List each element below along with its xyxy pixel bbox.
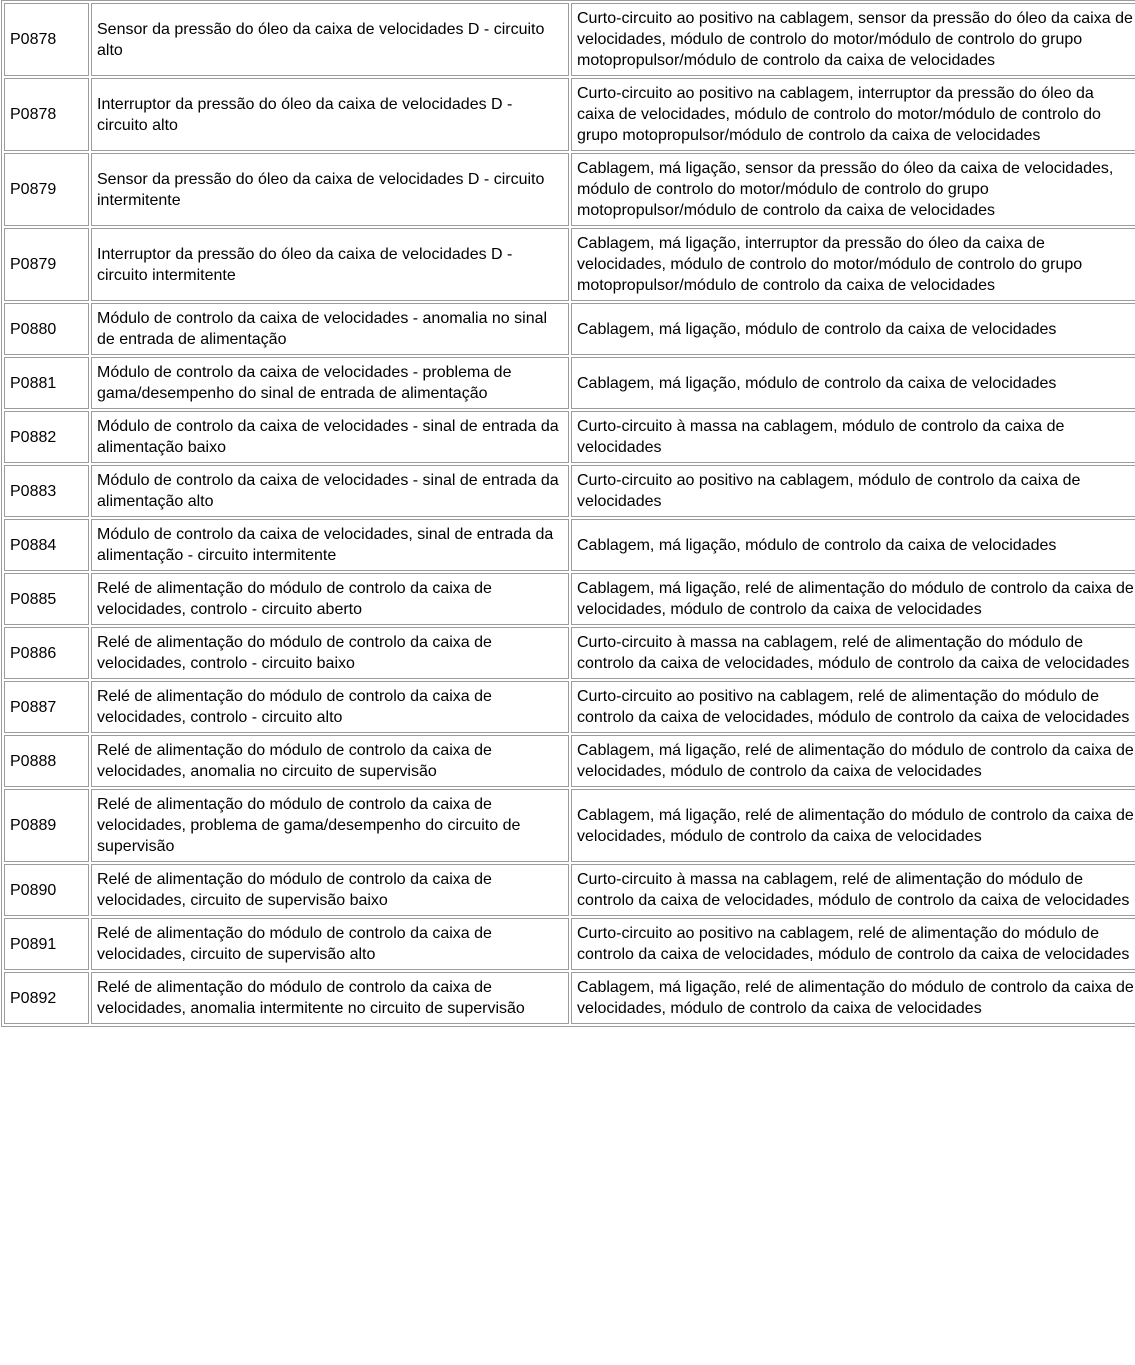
dtc-description-cell: Relé de alimentação do módulo de controlo da caixa de velocidades, circuito de supervisão baixo [91,864,569,916]
dtc-causes-cell: Curto-circuito ao positivo na cablagem, módulo de controlo da caixa de velocidades [571,465,1135,517]
dtc-causes-cell: Cablagem, má ligação, sensor da pressão do óleo da caixa de velocidades, módulo de controlo do motor/módulo de controlo do grupo motopropulsor/módulo de controlo da caixa de velocidades [571,153,1135,226]
dtc-causes-cell: Curto-circuito à massa na cablagem, relé de alimentação do módulo de controlo da caixa de velocidades, módulo de controlo da caixa de velocidades [571,627,1135,679]
table-row [4,735,1135,787]
dtc-causes-cell: Cablagem, má ligação, módulo de controlo da caixa de velocidades [571,303,1135,355]
dtc-description-cell: Relé de alimentação do módulo de controlo da caixa de velocidades, circuito de supervisão alto [91,918,569,970]
dtc-description-cell: Módulo de controlo da caixa de velocidades, sinal de entrada da alimentação - circuito intermitente [91,519,569,571]
dtc-code-cell: P0882 [4,411,89,463]
dtc-description-cell: Relé de alimentação do módulo de controlo da caixa de velocidades, anomalia no circuito de supervisão [91,735,569,787]
dtc-code-cell: P0890 [4,864,89,916]
table-row [4,357,1135,409]
dtc-code-cell: P0879 [4,153,89,226]
dtc-description-cell: Relé de alimentação do módulo de controlo da caixa de velocidades, controlo - circuito aberto [91,573,569,625]
dtc-code-cell: P0892 [4,972,89,1024]
dtc-table [1,0,1135,1027]
dtc-code-cell: P0881 [4,357,89,409]
dtc-code-cell: P0878 [4,3,89,76]
dtc-causes-cell: Curto-circuito à massa na cablagem, relé de alimentação do módulo de controlo da caixa de velocidades, módulo de controlo da caixa de velocidades [571,864,1135,916]
dtc-description-cell: Sensor da pressão do óleo da caixa de velocidades D - circuito alto [91,3,569,76]
dtc-code-cell: P0886 [4,627,89,679]
table-row [4,972,1135,1024]
table-row [4,3,1135,76]
dtc-description-cell: Relé de alimentação do módulo de controlo da caixa de velocidades, controlo - circuito alto [91,681,569,733]
dtc-causes-cell: Curto-circuito à massa na cablagem, módulo de controlo da caixa de velocidades [571,411,1135,463]
table-row [4,411,1135,463]
dtc-description-cell: Módulo de controlo da caixa de velocidades - sinal de entrada da alimentação alto [91,465,569,517]
dtc-code-cell: P0878 [4,78,89,151]
dtc-code-cell: P0880 [4,303,89,355]
table-row [4,303,1135,355]
dtc-code-cell: P0891 [4,918,89,970]
dtc-causes-cell: Cablagem, má ligação, módulo de controlo da caixa de velocidades [571,357,1135,409]
table-row [4,573,1135,625]
dtc-causes-cell: Cablagem, má ligação, relé de alimentação do módulo de controlo da caixa de velocidades, módulo de controlo da caixa de velocidades [571,972,1135,1024]
dtc-code-cell: P0883 [4,465,89,517]
dtc-causes-cell: Cablagem, má ligação, relé de alimentação do módulo de controlo da caixa de velocidades, módulo de controlo da caixa de velocidades [571,573,1135,625]
dtc-description-cell: Relé de alimentação do módulo de controlo da caixa de velocidades, anomalia intermitente no circuito de supervisão [91,972,569,1024]
table-row [4,789,1135,862]
dtc-causes-cell: Cablagem, má ligação, interruptor da pressão do óleo da caixa de velocidades, módulo de controlo do motor/módulo de controlo do grupo motopropulsor/módulo de controlo da caixa de velocidades [571,228,1135,301]
table-row [4,519,1135,571]
table-row [4,681,1135,733]
dtc-code-cell: P0879 [4,228,89,301]
dtc-description-cell: Módulo de controlo da caixa de velocidades - anomalia no sinal de entrada de alimentação [91,303,569,355]
dtc-code-cell: P0889 [4,789,89,862]
table-row [4,918,1135,970]
dtc-causes-cell: Curto-circuito ao positivo na cablagem, interruptor da pressão do óleo da caixa de velocidades, módulo de controlo do motor/módulo de controlo do grupo motopropulsor/módulo de controlo da caixa de velocidades [571,78,1135,151]
dtc-causes-cell: Curto-circuito ao positivo na cablagem, relé de alimentação do módulo de controlo da caixa de velocidades, módulo de controlo da caixa de velocidades [571,918,1135,970]
dtc-description-cell: Sensor da pressão do óleo da caixa de velocidades D - circuito intermitente [91,153,569,226]
dtc-table-body [4,3,1135,1024]
table-row [4,153,1135,226]
dtc-description-cell: Relé de alimentação do módulo de controlo da caixa de velocidades, problema de gama/desempenho do circuito de supervisão [91,789,569,862]
dtc-description-cell: Módulo de controlo da caixa de velocidades - problema de gama/desempenho do sinal de entrada de alimentação [91,357,569,409]
dtc-code-cell: P0884 [4,519,89,571]
dtc-description-cell: Interruptor da pressão do óleo da caixa de velocidades D - circuito intermitente [91,228,569,301]
dtc-code-cell: P0888 [4,735,89,787]
dtc-description-cell: Interruptor da pressão do óleo da caixa de velocidades D - circuito alto [91,78,569,151]
dtc-causes-cell: Curto-circuito ao positivo na cablagem, relé de alimentação do módulo de controlo da caixa de velocidades, módulo de controlo da caixa de velocidades [571,681,1135,733]
table-row [4,465,1135,517]
table-row [4,78,1135,151]
table-row [4,864,1135,916]
dtc-code-cell: P0887 [4,681,89,733]
dtc-causes-cell: Curto-circuito ao positivo na cablagem, sensor da pressão do óleo da caixa de velocidades, módulo de controlo do motor/módulo de controlo do grupo motopropulsor/módulo de controlo da caixa de velocidades [571,3,1135,76]
dtc-causes-cell: Cablagem, má ligação, relé de alimentação do módulo de controlo da caixa de velocidades, módulo de controlo da caixa de velocidades [571,735,1135,787]
table-row [4,627,1135,679]
dtc-description-cell: Relé de alimentação do módulo de controlo da caixa de velocidades, controlo - circuito baixo [91,627,569,679]
dtc-description-cell: Módulo de controlo da caixa de velocidades - sinal de entrada da alimentação baixo [91,411,569,463]
dtc-causes-cell: Cablagem, má ligação, módulo de controlo da caixa de velocidades [571,519,1135,571]
table-row [4,228,1135,301]
dtc-code-cell: P0885 [4,573,89,625]
dtc-causes-cell: Cablagem, má ligação, relé de alimentação do módulo de controlo da caixa de velocidades, módulo de controlo da caixa de velocidades [571,789,1135,862]
